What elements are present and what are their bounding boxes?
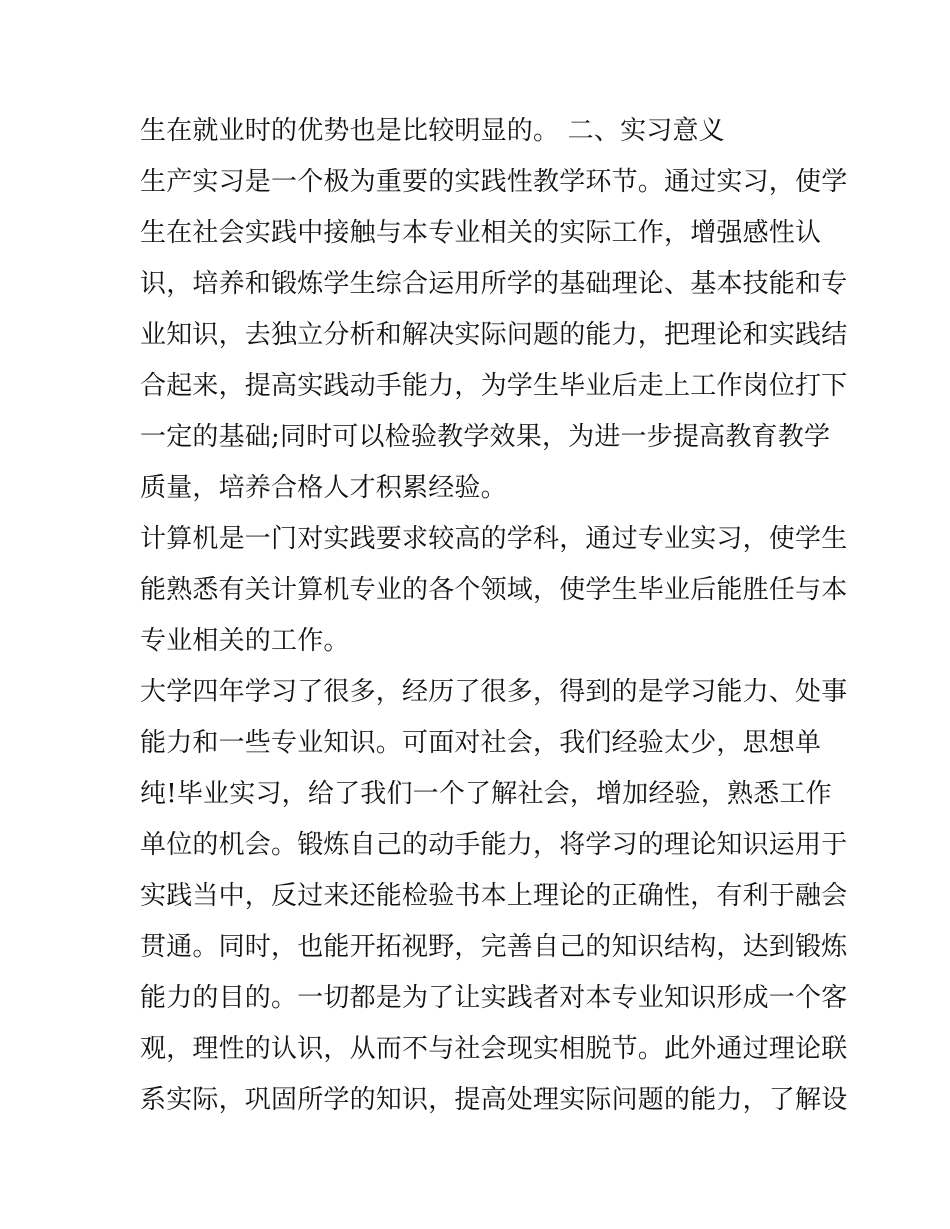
text-line: 合起来，提高实践动手能力，为学生毕业后走上工作岗位打下 [140,371,848,401]
text-line: 能熟悉有关计算机专业的各个领域，使学生毕业后能胜任与本 [140,575,848,605]
text-line: 计算机是一门对实践要求较高的学科，通过专业实习，使学生 [140,524,848,554]
text-line: 业知识，去独立分析和解决实际问题的能力，把理论和实践结 [140,320,848,350]
text-line: 能力的目的。一切都是为了让实践者对本专业知识形成一个客 [140,983,848,1013]
text-line: 贯通。同时，也能开拓视野，完善自己的知识结构，达到锻炼 [140,932,848,962]
text-line: 一定的基础;同时可以检验教学效果，为进一步提高教育教学 [140,422,831,452]
text-line: 生在社会实践中接触与本专业相关的实际工作，增强感性认 [140,218,822,248]
text-line: 专业相关的工作。 [140,626,350,656]
text-line: 生在就业时的优势也是比较明显的。 二、实习意义 [140,116,725,146]
text-line: 纯!毕业实习，给了我们一个了解社会，增加经验，熟悉工作 [140,779,832,809]
text-line: 大学四年学习了很多，经历了很多，得到的是学习能力、处事 [140,677,848,707]
text-line: 实践当中，反过来还能检验书本上理论的正确性，有利于融会 [140,881,848,911]
text-line: 能力和一些专业知识。可面对社会，我们经验太少，思想单 [140,728,822,758]
text-line: 质量，培养合格人才积累经验。 [140,473,507,503]
text-line: 观，理性的认识，从而不与社会现实相脱节。此外通过理论联 [140,1034,848,1064]
text-line: 生产实习是一个极为重要的实践性教学环节。通过实习，使学 [140,167,848,197]
body-text [140,106,848,1126]
text-line: 系实际，巩固所学的知识，提高处理实际问题的能力，了解设 [140,1085,848,1115]
text-line: 识，培养和锻炼学生综合运用所学的基础理论、基本技能和专 [140,269,848,299]
text-line: 单位的机会。锻炼自己的动手能力，将学习的理论知识运用于 [140,830,848,860]
